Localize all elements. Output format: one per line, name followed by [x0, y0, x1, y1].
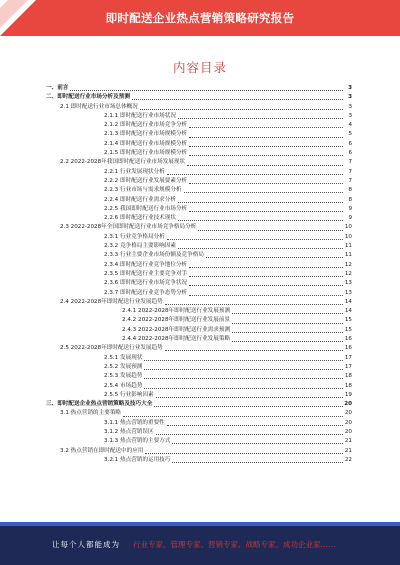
- toc-entry-label: 2.1.3 即时配送行业市场规模分析: [104, 131, 188, 138]
- toc-entry-label: 2.2.6 即时配送行业技术现状: [104, 215, 176, 222]
- toc-entry[interactable]: [46, 205, 352, 214]
- toc-entry-page: 15: [344, 326, 352, 333]
- toc-entry-label: 2.4.1 2022-2028年即时配送行业发展预测: [122, 308, 231, 315]
- toc-entry-page: 10: [344, 233, 352, 240]
- toc-entry-page: 6: [348, 140, 352, 147]
- toc-entry-page: 3: [348, 112, 352, 119]
- toc-entry-label: 2.2.3 行业市场与需求规模分析: [104, 187, 182, 194]
- toc-entry-label: 3.2.1 热点营销的运用技巧: [104, 456, 171, 463]
- toc-entry-page: 13: [344, 280, 352, 287]
- toc-entry-page: 11: [344, 243, 352, 250]
- toc-entry-label: 2.4 2022-2028年即时配送行业发展趋势: [60, 298, 163, 305]
- toc-entry-page: 21: [344, 438, 352, 445]
- toc-entry-label: 2.3.5 即时配送行业主要竞争对手: [104, 270, 188, 277]
- toc-entry-page: 4: [348, 122, 352, 129]
- toc-entry-page: 12: [344, 270, 352, 277]
- footer-banner: [0, 522, 400, 565]
- toc-entry-page: 11: [344, 252, 352, 259]
- toc-entry-label: 2.4.4 2022-2028年即时配送行业发展策略: [122, 336, 231, 343]
- toc-leader-dots: [165, 300, 343, 305]
- toc-leader-dots: [187, 161, 343, 166]
- toc-entry-label: 2.1.2 即时配送行业市场竞争分析: [104, 122, 188, 129]
- toc-entry-label: 二、即时配送行业市场分析及预测: [46, 94, 130, 101]
- toc-leader-dots: [189, 151, 343, 156]
- toc-entry-label: 2.3.1 行业竞争格局分析: [104, 233, 165, 240]
- toc-entry-page: 16: [344, 336, 352, 343]
- toc-entry-page: 17: [344, 363, 352, 370]
- toc-entry-label: 2.5.5 行业影响因素: [104, 391, 154, 398]
- toc-entry[interactable]: [46, 158, 352, 167]
- toc-leader-dots: [178, 244, 343, 249]
- toc-leader-dots: [140, 105, 343, 110]
- toc-entry[interactable]: [46, 168, 352, 177]
- toc-entry-label: 2.1.1 即时配送行业市场状况: [104, 112, 176, 119]
- toc-entry-label: 2.5.2 发展预测: [104, 363, 143, 370]
- toc-leader-dots: [232, 328, 343, 333]
- toc-entry[interactable]: [46, 242, 352, 251]
- toc-entry-label: 2.2.1 行业发展现状分析: [104, 168, 165, 175]
- toc-entry-label: 2.3 2022-2028年全国即时配送行业市场竞争格局分析: [60, 224, 197, 231]
- toc-leader-dots: [232, 337, 343, 342]
- toc-entry[interactable]: [46, 437, 352, 446]
- toc-entry[interactable]: [46, 372, 352, 381]
- toc-entry[interactable]: [46, 196, 352, 205]
- toc-entry-page: 20: [344, 419, 352, 426]
- toc-leader-dots: [145, 449, 343, 454]
- toc-leader-dots: [172, 439, 343, 444]
- toc-entry[interactable]: [46, 149, 352, 158]
- toc-entry[interactable]: [46, 382, 352, 391]
- toc-entry[interactable]: [46, 289, 352, 298]
- toc-entry-label: 三、即时配送企业热点营销策略及技巧大全: [46, 401, 153, 408]
- toc-entry[interactable]: [46, 354, 352, 363]
- header-banner: [0, 0, 400, 36]
- toc-entry-label: 3.1.2 热点营销误区: [104, 428, 154, 435]
- toc-entry[interactable]: [46, 307, 352, 316]
- toc-leader-dots: [189, 263, 343, 268]
- toc-leader-dots: [167, 235, 343, 240]
- toc-entry-label: 2.2.4 即时配送行业需求分析: [104, 196, 176, 203]
- toc-entry[interactable]: [46, 186, 352, 195]
- toc-entry[interactable]: [46, 279, 352, 288]
- toc-entry[interactable]: [46, 84, 352, 93]
- toc-entry[interactable]: [46, 363, 352, 372]
- toc-leader-dots: [123, 412, 343, 417]
- toc-entry[interactable]: [46, 130, 352, 139]
- toc-leader-dots: [178, 198, 343, 203]
- toc-entry-label: 2.5.1 发展现状: [104, 354, 143, 361]
- toc-entry-label: 3.1.1 热点营销的重要性: [104, 419, 165, 426]
- toc-entry-page: 7: [348, 177, 352, 184]
- toc-leader-dots: [144, 384, 343, 389]
- footer-accent-line: [0, 522, 400, 526]
- toc-entry-page: 20: [344, 401, 352, 408]
- toc-entry[interactable]: [46, 140, 352, 149]
- toc-entry[interactable]: [46, 233, 352, 242]
- toc-entry-label: 3.1 热点营销的主要策略: [60, 410, 122, 417]
- toc-entry-label: 2.4.3 2022-2028年即时配送行业需求预测: [122, 326, 231, 333]
- toc-entry[interactable]: [46, 270, 352, 279]
- toc-leader-dots: [206, 253, 343, 258]
- toc-entry-label: 3.2 热点营销在即时配送中的应用: [60, 447, 144, 454]
- toc-entry-page: 20: [344, 428, 352, 435]
- toc-entry-page: 5: [348, 131, 352, 138]
- toc-entry-page: 18: [344, 373, 352, 380]
- toc-leader-dots: [184, 188, 343, 193]
- toc-leader-dots: [189, 179, 343, 184]
- toc-entry[interactable]: [46, 223, 352, 232]
- toc-leader-dots: [178, 216, 343, 221]
- toc-entry-label: 2.1.5 即时配送行业市场规模分析: [104, 150, 188, 157]
- toc-entry-page: 6: [348, 150, 352, 157]
- toc-entry-page: 17: [344, 354, 352, 361]
- toc-leader-dots: [189, 281, 343, 286]
- toc-entry[interactable]: [46, 112, 352, 121]
- toc-entry-label: 2.1 即时配送行业市场总体概况: [60, 103, 138, 110]
- toc-entry-page: 12: [344, 261, 352, 268]
- report-title: 即时配送企业热点营销策略研究报告: [105, 11, 295, 25]
- toc-leader-dots: [198, 226, 343, 231]
- toc-entry[interactable]: [46, 419, 352, 428]
- toc-entry-page: 9: [348, 215, 352, 222]
- toc-entry-label: 2.3.2 竞争格局主要影响因素: [104, 243, 176, 250]
- toc-leader-dots: [156, 393, 343, 398]
- toc-entry-label: 2.3.6 即时配送行业市场竞争状况: [104, 280, 188, 287]
- toc-leader-dots: [70, 86, 343, 91]
- toc-leader-dots: [189, 272, 343, 277]
- toc-entry-page: 22: [344, 456, 352, 463]
- toc-entry[interactable]: [46, 261, 352, 270]
- toc-entry[interactable]: [46, 316, 352, 325]
- toc-entry[interactable]: [46, 335, 352, 344]
- toc-entry-page: 10: [344, 224, 352, 231]
- toc-leader-dots: [144, 374, 343, 379]
- toc-entry-page: 16: [344, 345, 352, 352]
- toc-entry[interactable]: [46, 391, 352, 400]
- toc-leader-dots: [232, 319, 343, 324]
- toc-entry-label: 2.3.7 即时配送行业竞争态势分析: [104, 289, 188, 296]
- toc-leader-dots: [154, 402, 343, 407]
- toc-entry-page: 14: [344, 298, 352, 305]
- toc-entry[interactable]: [46, 177, 352, 186]
- toc-leader-dots: [167, 421, 343, 426]
- toc-leader-dots: [172, 458, 343, 463]
- toc-leader-dots: [156, 430, 343, 435]
- toc-entry[interactable]: [46, 447, 352, 456]
- toc-leader-dots: [189, 291, 343, 296]
- toc-entry-label: 2.2.5 我国即时配送行业市场分析: [104, 205, 188, 212]
- toc-entry[interactable]: [46, 93, 352, 102]
- toc-entry-page: 18: [344, 382, 352, 389]
- toc-entry[interactable]: [46, 121, 352, 130]
- toc-leader-dots: [178, 114, 343, 119]
- toc-heading: 内容目录: [172, 60, 227, 75]
- toc-entry-label: 2.5 2022-2028年即时配送行业发展趋势: [60, 345, 163, 352]
- toc-entry[interactable]: [46, 214, 352, 223]
- footer-roles: 行业专家、管理专家、营销专家、战略专家、成功企业家……: [133, 540, 336, 549]
- toc-entry-page: 15: [344, 317, 352, 324]
- toc-entry-page: 7: [348, 159, 352, 166]
- footer-slogan: 让每个人都能成为: [52, 540, 120, 549]
- toc-entry-page: 9: [348, 205, 352, 212]
- toc-entry-page: 19: [344, 391, 352, 398]
- toc-entry-page: 13: [344, 289, 352, 296]
- toc-entry-page: 8: [348, 187, 352, 194]
- toc-leader-dots: [189, 123, 343, 128]
- toc-entry[interactable]: [46, 400, 352, 409]
- table-of-contents: [46, 84, 352, 465]
- toc-entry-page: 3: [348, 94, 352, 101]
- toc-entry-label: 3.1.3 热点营销的主要方式: [104, 438, 171, 445]
- toc-entry-label: 2.4.2 2022-2028年即时配送行业发展前景: [122, 317, 231, 324]
- toc-entry-label: 2.3.4 即时配送行业竞争地位分析: [104, 261, 188, 268]
- toc-entry[interactable]: [46, 251, 352, 260]
- toc-entry-page: 3: [348, 103, 352, 110]
- toc-entry[interactable]: [46, 428, 352, 437]
- toc-entry-page: 21: [344, 447, 352, 454]
- toc-entry-page: 3: [348, 85, 352, 91]
- toc-leader-dots: [132, 95, 343, 100]
- toc-entry[interactable]: [46, 344, 352, 353]
- toc-entry[interactable]: [46, 298, 352, 307]
- toc-entry-label: 2.2 2022-2028年我国即时配送行业市场发展现状: [60, 159, 186, 166]
- toc-entry[interactable]: [46, 103, 352, 112]
- toc-leader-dots: [189, 142, 343, 147]
- toc-leader-dots: [144, 356, 343, 361]
- toc-leader-dots: [189, 207, 343, 212]
- toc-entry[interactable]: [46, 409, 352, 418]
- toc-entry-label: 2.3.3 行业主要企业市场份额及竞争格局: [104, 252, 204, 259]
- toc-leader-dots: [165, 346, 343, 351]
- toc-entry-label: 2.5.3 发展趋势: [104, 373, 143, 380]
- toc-entry[interactable]: [46, 456, 352, 465]
- toc-entry-page: 14: [344, 308, 352, 315]
- toc-entry-label: 2.2.2 即时配送行业发展要素分析: [104, 177, 188, 184]
- toc-entry-page: 7: [348, 168, 352, 175]
- toc-leader-dots: [189, 133, 343, 138]
- toc-entry-label: 一、前言: [46, 85, 69, 91]
- toc-leader-dots: [232, 309, 343, 314]
- toc-entry[interactable]: [46, 326, 352, 335]
- toc-entry-label: 2.5.4 市场趋势: [104, 382, 143, 389]
- toc-entry-page: 8: [348, 196, 352, 203]
- toc-leader-dots: [167, 170, 343, 175]
- toc-entry-page: 20: [344, 410, 352, 417]
- toc-leader-dots: [144, 365, 343, 370]
- toc-entry-label: 2.1.4 即时配送行业市场规模分析: [104, 140, 188, 147]
